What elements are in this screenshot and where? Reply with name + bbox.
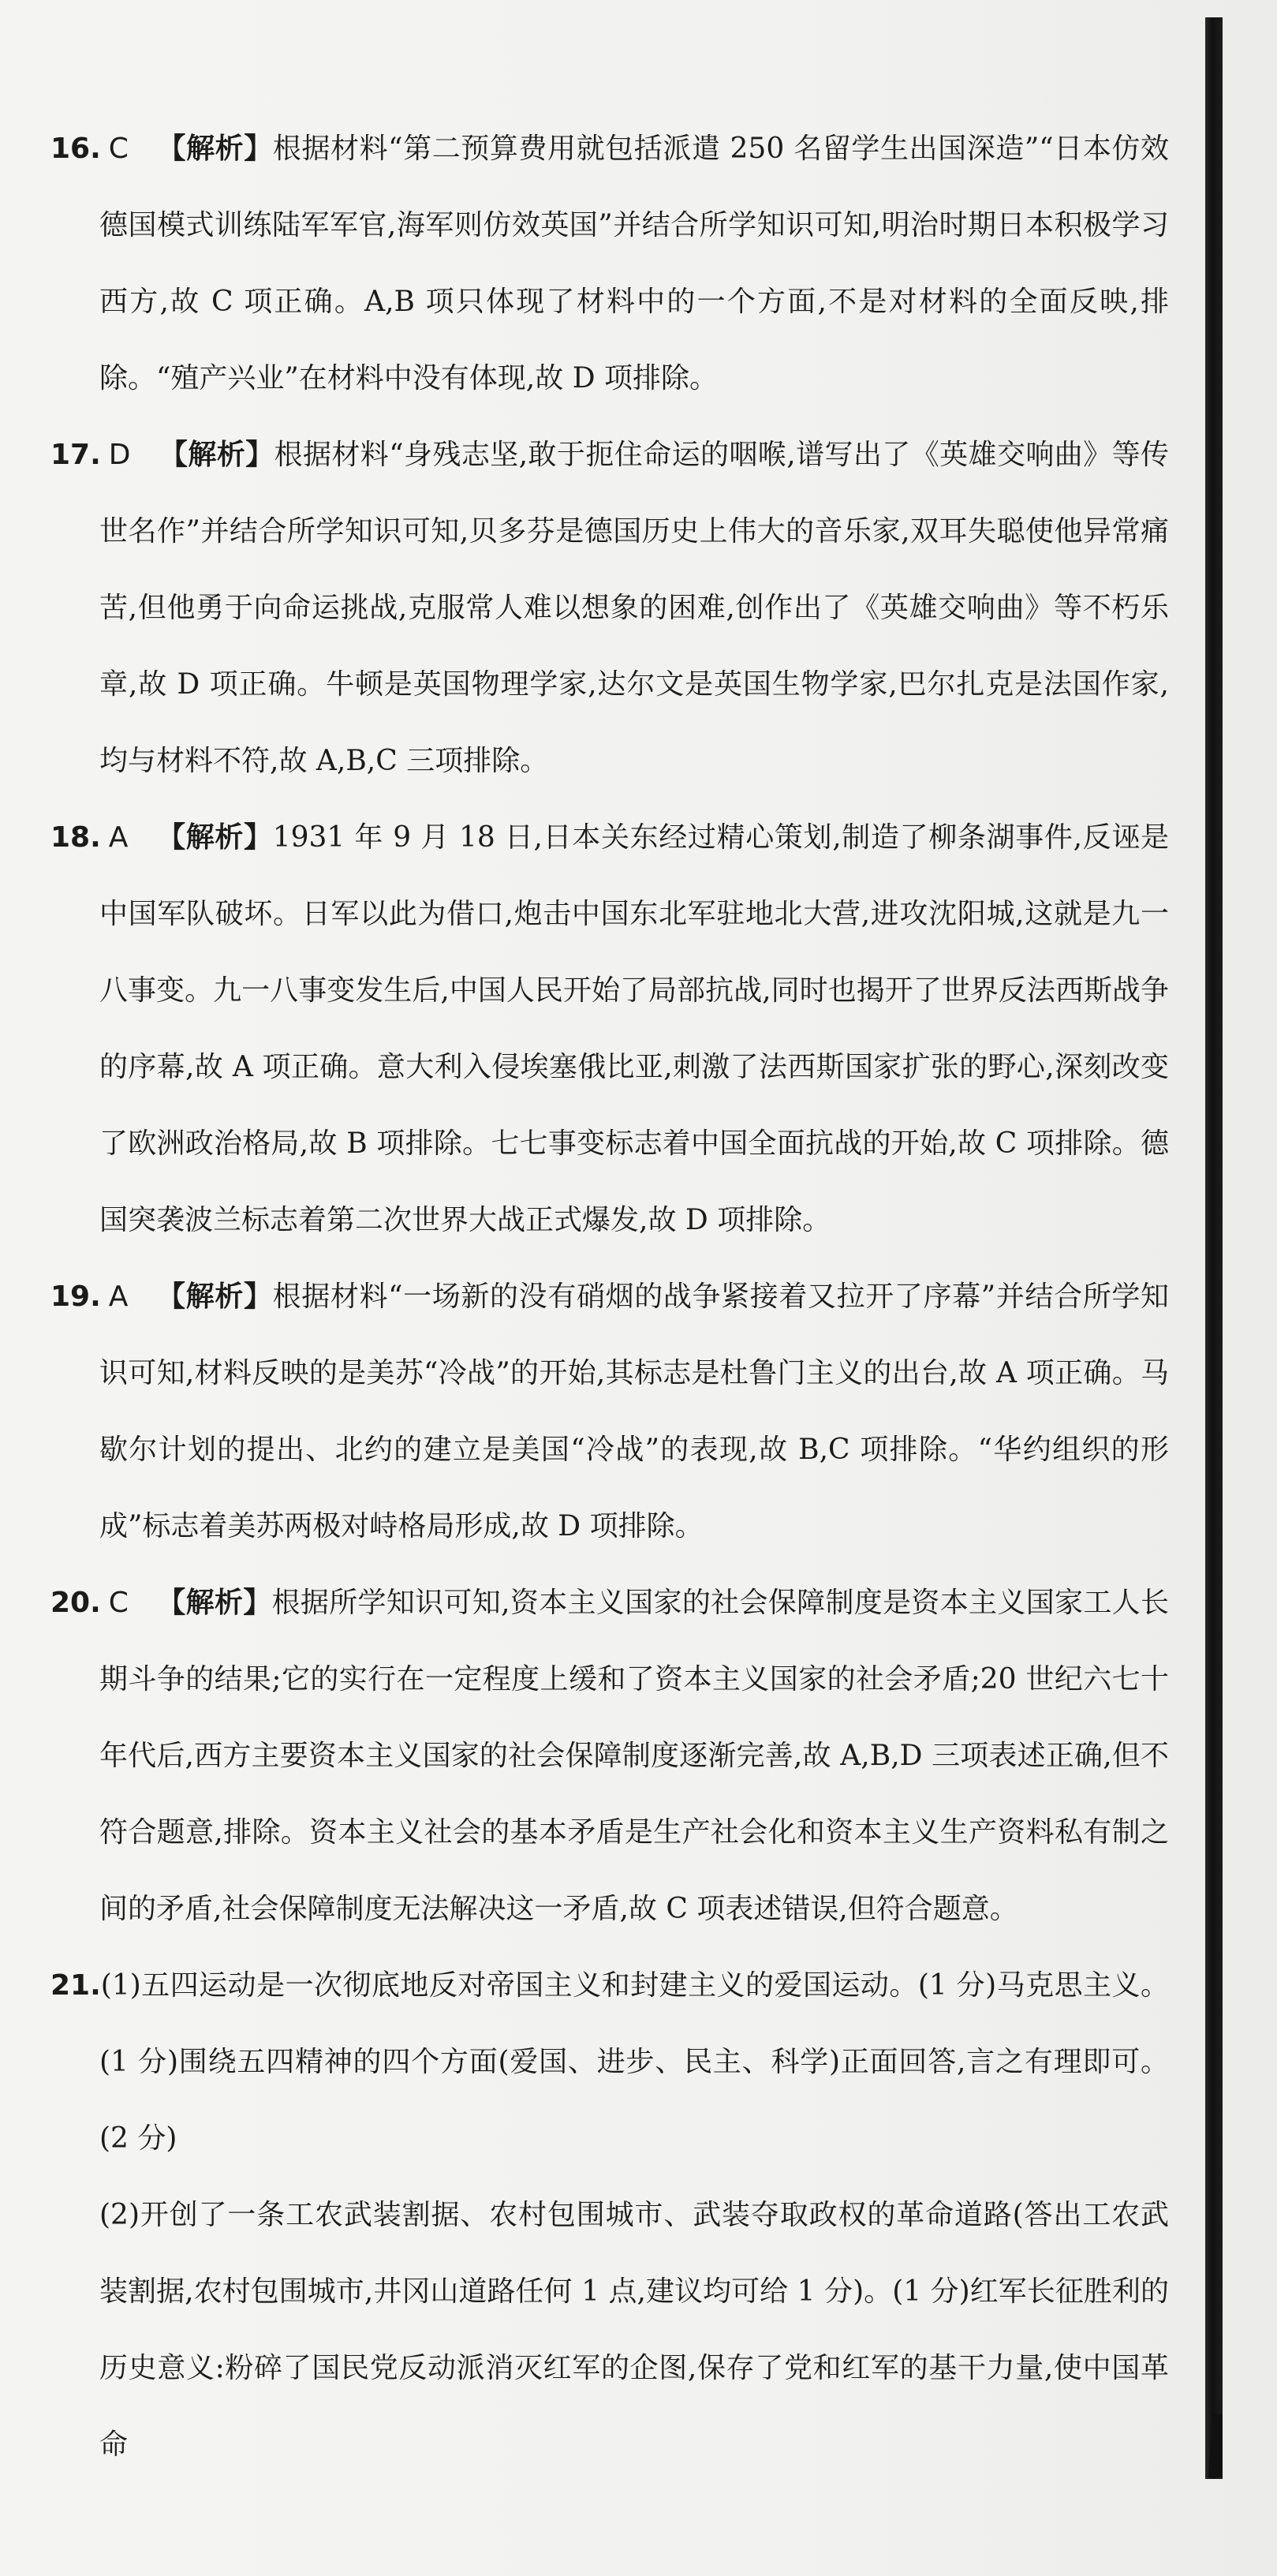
answer-letter: A — [108, 821, 129, 854]
answer-letter: A — [108, 1281, 129, 1313]
question-18-paragraph — [50, 799, 1169, 1258]
explanation-text: 根据材料“身残志坚,敢于扼住命运的咽喉,谱写出了《英雄交响曲》等传世名作”并结合所学知识可知,贝多芬是德国历史上伟大的音乐家,双耳失聪使他异常痛苦,但他勇于向命运挑战,克服常人难以想象的困难,创作出了《英雄交响曲》等不朽乐章,故 D 项正确。牛顿是英国物理学家,达尔文是英国生物学家,巴尔扎克是法国作家,均与材料不符,故 A,B,C 三项排除。 — [99, 439, 1169, 777]
question-19 — [50, 1258, 1169, 1565]
analysis-tag: 【解析】 — [156, 1587, 272, 1619]
question-21-part2: (2)开创了一条工农武装割据、农村包围城市、武装夺取政权的革命道路(答出工农武装割据,农村包围城市,井冈山道路任何 1 点,建议均可给 1 分)。(1 分)红军长征胜利的历史意义:粉碎了国民党反动派消灭红军的企图,保存了党和红军的基干力量,使中国革命 — [99, 2199, 1169, 2461]
question-16 — [50, 110, 1169, 417]
question-21 — [50, 1947, 1169, 2177]
explanation-text: 根据材料“一场新的没有硝烟的战争紧接着又拉开了序幕”并结合所学知识可知,材料反映的是美苏“冷战”的开始,其标志是杜鲁门主义的出台,故 A 项正确。马歇尔计划的提出、北约的建立是美国“冷战”的表现,故 B,C 项排除。“华约组织的形成”标志着美苏两极对峙格局形成,故 D 项排除。 — [99, 1281, 1169, 1542]
explanation-text: 根据所学知识可知,资本主义国家的社会保障制度是资本主义国家工人长期斗争的结果;它的实行在一定程度上缓和了资本主义国家的社会矛盾;20 世纪六七十年代后,西方主要资本主义国家的社会保障制度逐渐完善,故 A,B,D 三项表述正确,但不符合题意,排除。资本主义社会的基本矛盾是生产社会化和资本主义生产资料私有制之间的矛盾,社会保障制度无法解决这一矛盾,故 C 项表述错误,但符合题意。 — [99, 1587, 1169, 1925]
analysis-tag: 【解析】 — [156, 821, 273, 854]
answer-letter: D — [108, 439, 131, 471]
analysis-tag: 【解析】 — [156, 133, 273, 165]
part1-text: (1)五四运动是一次彻底地反对帝国主义和封建主义的爱国运动。(1 分)马克思主义。(1 分)围绕五四精神的四个方面(爱国、进步、民主、科学)正面回答,言之有理即可。(2 分) — [99, 1969, 1169, 2155]
answer-explanations — [50, 110, 1169, 2483]
question-17 — [50, 417, 1169, 799]
question-16-paragraph — [50, 110, 1169, 417]
question-number: 21. — [50, 1969, 101, 2002]
question-20-paragraph — [50, 1565, 1169, 1947]
question-number: 17. — [50, 439, 101, 471]
question-number: 20. — [50, 1587, 101, 1619]
question-number: 19. — [50, 1281, 101, 1313]
answer-letter: C — [108, 1587, 129, 1619]
question-21-part2-block — [50, 2177, 1169, 2483]
scan-binding-edge — [1205, 17, 1223, 2479]
question-20 — [50, 1565, 1169, 1947]
question-21-part1 — [50, 1947, 1169, 2177]
answer-letter: C — [108, 133, 129, 165]
question-number: 18. — [50, 821, 101, 854]
question-17-paragraph — [50, 417, 1169, 799]
analysis-tag: 【解析】 — [156, 1281, 273, 1313]
question-19-paragraph — [50, 1258, 1169, 1565]
analysis-tag: 【解析】 — [159, 439, 274, 471]
explanation-text: 1931 年 9 月 18 日,日本关东经过精心策划,制造了柳条湖事件,反诬是中国军队破坏。日军以此为借口,炮击中国东北军驻地北大营,进攻沈阳城,这就是九一八事变。九一八事变发生后,中国人民开始了局部抗战,同时也揭开了世界反法西斯战争的序幕,故 A 项正确。意大利入侵埃塞俄比亚,刺激了法西斯国家扩张的野心,深刻改变了欧洲政治格局,故 B 项排除。七七事变标志着中国全面抗战的开始,故 C 项排除。德国突袭波兰标志着第二次世界大战正式爆发,故 D 项排除。 — [99, 821, 1169, 1236]
explanation-text: 根据材料“第二预算费用就包括派遣 250 名留学生出国深造”“日本仿效德国模式训练陆军军官,海军则仿效英国”并结合所学知识可知,明治时期日本积极学习西方,故 C 项正确。A,B 项只体现了材料中的一个方面,不是对材料的全面反映,排除。“殖产兴业”在材料中没有体现,故 D 项排除。 — [99, 133, 1169, 394]
question-18 — [50, 799, 1169, 1258]
question-number: 16. — [50, 133, 101, 165]
